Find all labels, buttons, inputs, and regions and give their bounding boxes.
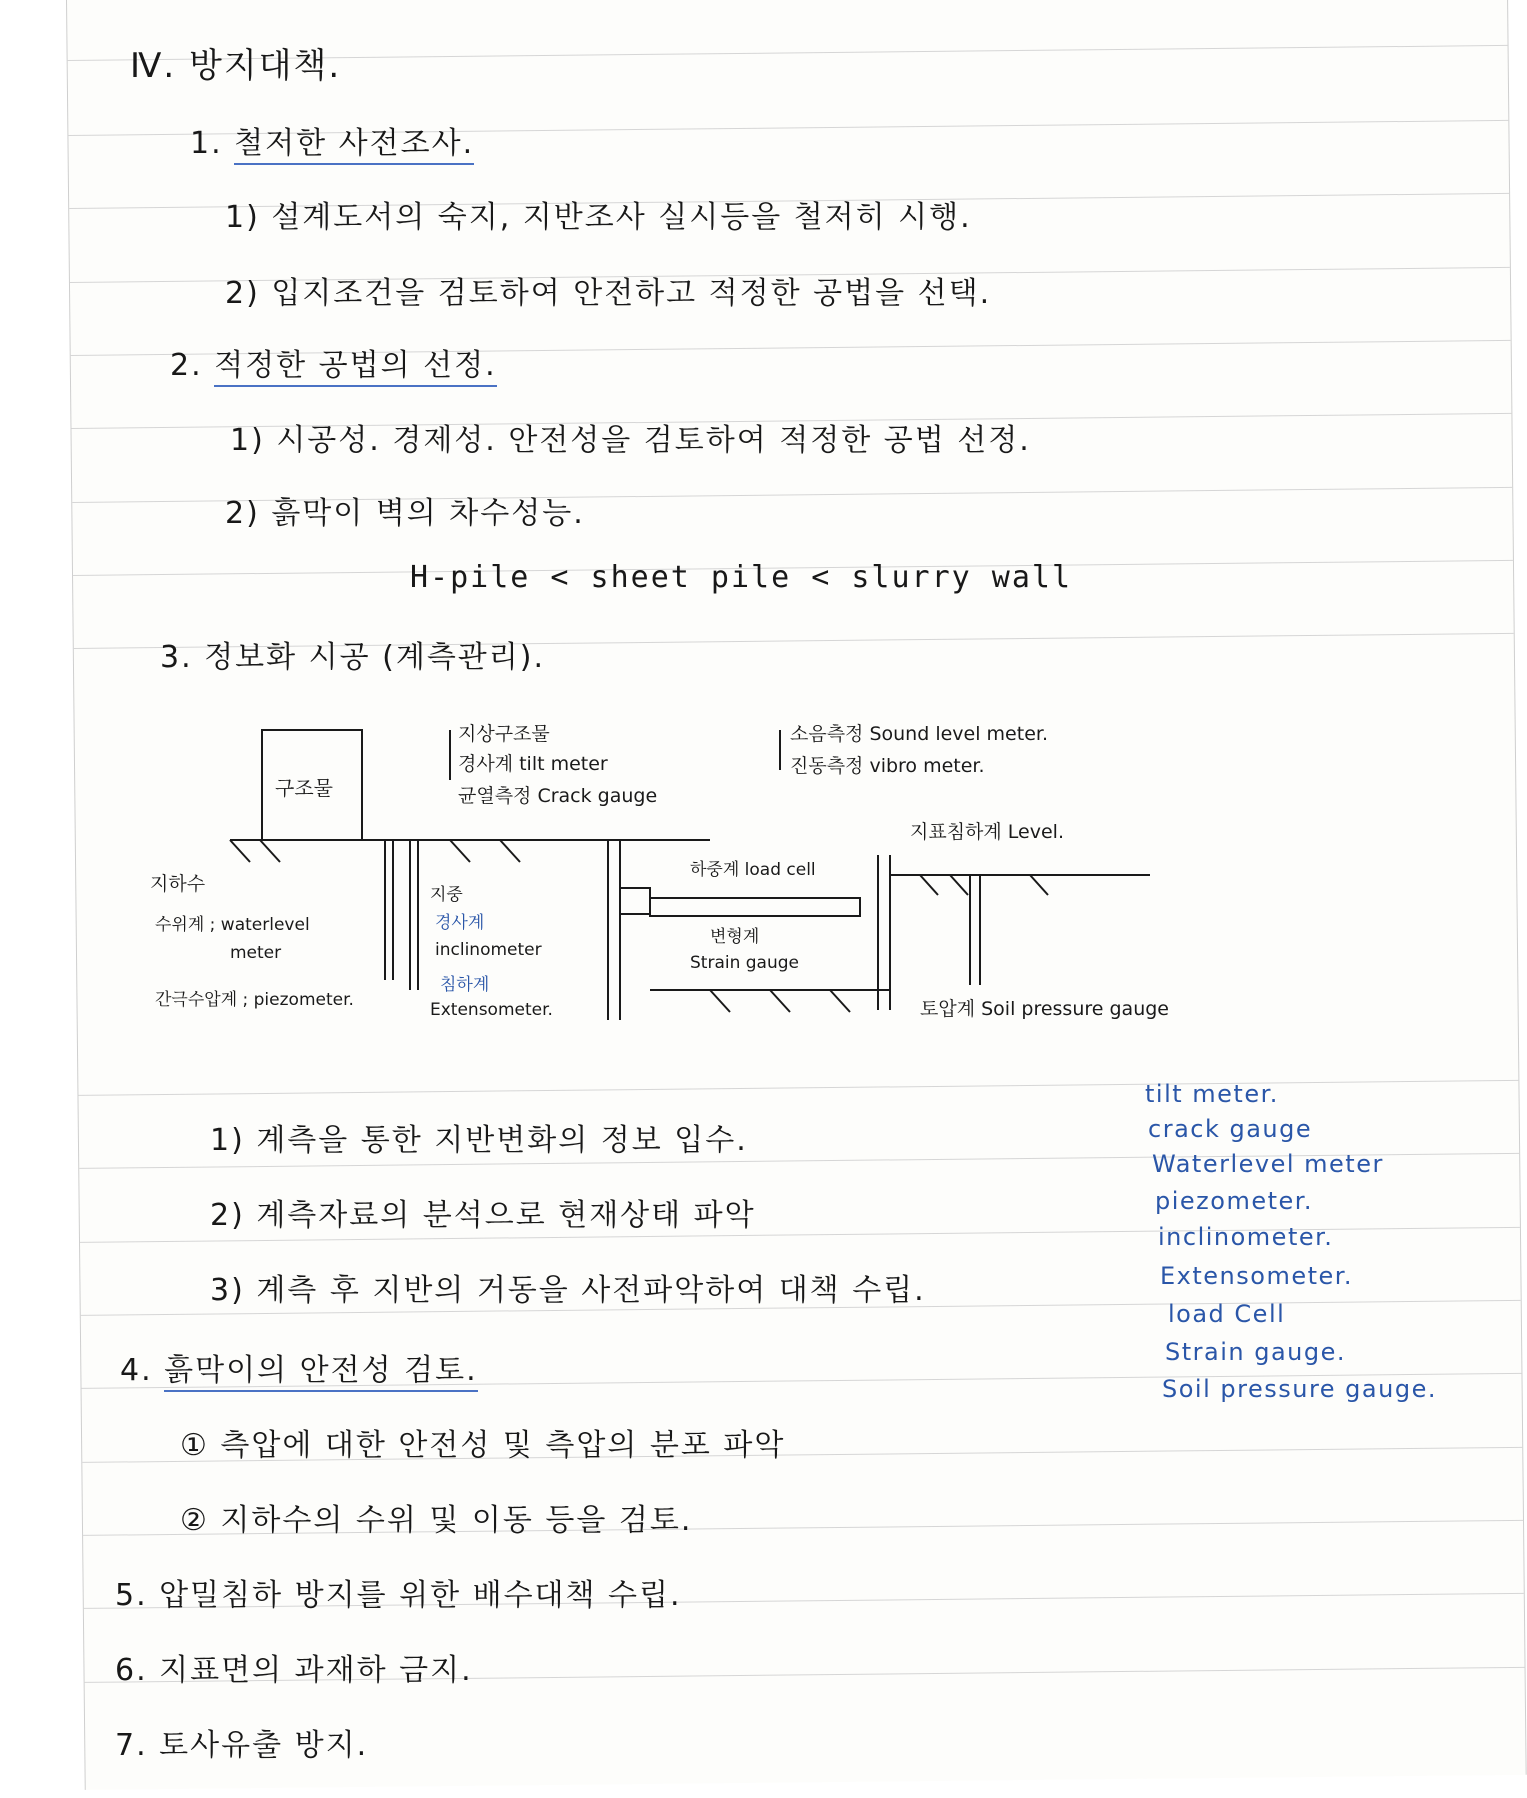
inclinometer-label-ko: 경사계 xyxy=(435,913,485,933)
side-note: Strain gauge. xyxy=(1165,1338,1347,1366)
wall-comparison: H-pile < sheet pile < slurry wall xyxy=(410,560,1073,595)
section-4-item-1: ① 측압에 대한 안전성 및 측압의 분포 파악 xyxy=(180,1428,786,1463)
page-title: Ⅳ. 방지대책. xyxy=(130,46,342,86)
monitoring-diagram xyxy=(150,690,1300,1090)
section-1-item-2: 2) 입지조건을 검토하여 안전하고 적정한 공법을 선택. xyxy=(225,276,992,311)
strain-label-ko: 변형계 xyxy=(710,927,760,947)
side-note: tilt meter. xyxy=(1145,1080,1279,1108)
section-3-item-1: 1) 계측을 통한 지반변화의 정보 입수. xyxy=(210,1123,748,1158)
piezometer-pipe xyxy=(385,840,393,980)
section-7-heading xyxy=(115,1720,368,1764)
section-2-title: 적정한 공법의 선정. xyxy=(214,348,496,387)
extensometer-label-en: Extensometer. xyxy=(430,1000,553,1020)
ground-label: 지중 xyxy=(430,885,463,905)
section-6-title: 지표면의 과재하 금지. xyxy=(159,1653,473,1688)
section-6-num: 6. xyxy=(115,1653,148,1688)
section-4-heading xyxy=(120,1345,478,1389)
side-note: Waterlevel meter xyxy=(1152,1150,1384,1178)
adjacent-label-2: 경사계 tilt meter xyxy=(458,753,608,775)
section-5-num: 5. xyxy=(115,1578,148,1613)
section-5-heading xyxy=(115,1570,682,1614)
water-level-label-2: meter xyxy=(230,943,282,963)
noise-label-1: 소음측정 Sound level meter. xyxy=(790,723,1048,745)
wall-right xyxy=(878,855,890,1010)
load-cell-box xyxy=(620,888,650,914)
section-4-title: 흙막이의 안전성 검토. xyxy=(164,1353,477,1392)
noise-label-2: 진동측정 vibro meter. xyxy=(790,755,985,777)
section-7-num: 7. xyxy=(115,1728,148,1763)
section-4-item-2: ② 지하수의 수위 및 이동 등을 검토. xyxy=(180,1503,693,1538)
building-label: 구조물 xyxy=(275,776,333,800)
side-note: load Cell xyxy=(1168,1300,1286,1328)
inclinometer-label-en: inclinometer xyxy=(435,940,542,960)
soil-pressure-label: 토압계 Soil pressure gauge xyxy=(920,998,1169,1020)
section-3-item-3: 3) 계측 후 지반의 거동을 사전파악하여 대책 수립. xyxy=(210,1273,926,1308)
piezometer-label: 간극수압계 ; piezometer. xyxy=(155,990,354,1010)
side-note: Extensometer. xyxy=(1160,1262,1354,1290)
section-3-title: 정보화 시공 (계측관리). xyxy=(204,640,546,675)
section-1-title: 철저한 사전조사. xyxy=(234,126,474,165)
section-2-heading xyxy=(170,340,497,384)
section-2-num: 2. xyxy=(170,348,203,383)
side-note: piezometer. xyxy=(1155,1187,1314,1215)
section-7-title: 토사유출 방지. xyxy=(159,1728,369,1763)
section-4-num: 4. xyxy=(120,1353,153,1388)
strain-label-en: Strain gauge xyxy=(690,953,799,973)
adjacent-label-3: 균열측정 Crack gauge xyxy=(458,785,658,807)
soil-pressure-pipe xyxy=(970,875,980,985)
section-2-item-2: 2) 흙막이 벽의 차수성능. xyxy=(225,496,585,531)
water-level-label-1: 수위계 ; waterlevel xyxy=(155,915,310,935)
side-note: crack gauge xyxy=(1148,1115,1313,1143)
section-3-heading xyxy=(160,632,545,676)
extensometer-label-ko: 침하계 xyxy=(440,975,490,995)
section-1-heading xyxy=(190,118,474,162)
section-3-item-2: 2) 계측자료의 분석으로 현재상태 파악 xyxy=(210,1198,756,1233)
strut xyxy=(650,898,860,916)
wall-left xyxy=(608,840,620,1020)
section-6-heading xyxy=(115,1645,473,1689)
section-1-num: 1. xyxy=(190,126,223,161)
side-note: inclinometer. xyxy=(1158,1223,1334,1251)
hatch-marks xyxy=(230,840,1048,1012)
ground-level-label: 지표침하계 Level. xyxy=(910,821,1065,843)
groundwater-label: 지하수 xyxy=(150,873,206,895)
load-cell-label: 하중계 load cell xyxy=(690,860,816,880)
section-5-title: 압밀침하 방지를 위한 배수대책 수립. xyxy=(159,1578,682,1613)
inclinometer-pipe xyxy=(410,840,418,990)
section-2-item-1: 1) 시공성. 경제성. 안전성을 검토하여 적정한 공법 선정. xyxy=(230,423,1031,458)
adjacent-label-1: 지상구조물 xyxy=(458,723,550,745)
section-1-item-1: 1) 설계도서의 숙지, 지반조사 실시등을 철저히 시행. xyxy=(225,200,972,235)
section-3-num: 3. xyxy=(160,640,193,675)
side-note: Soil pressure gauge. xyxy=(1162,1375,1437,1403)
